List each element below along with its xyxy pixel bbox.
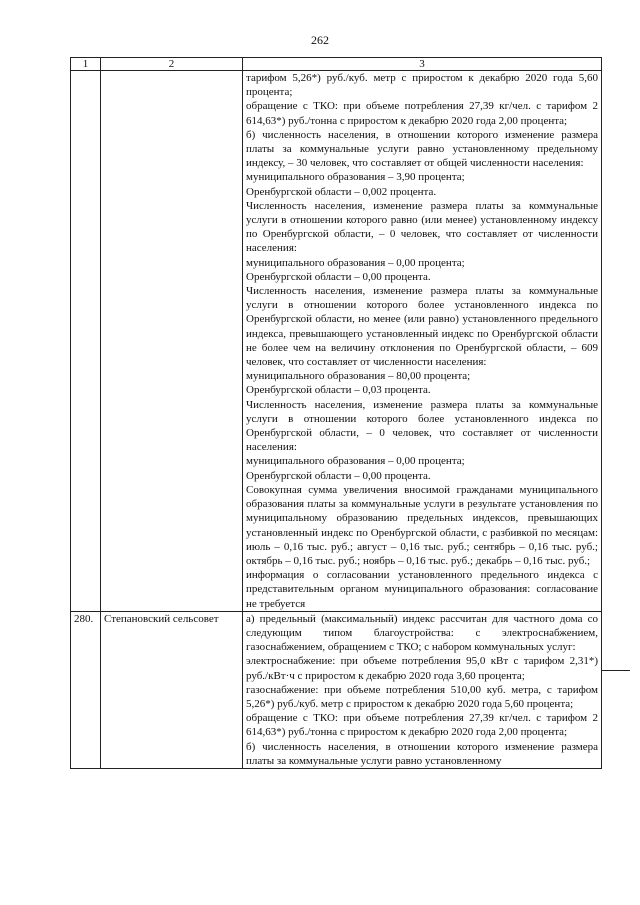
text-line: б) численность населения, в отношении которого изменение размера платы за коммунальные услуги равно установленному <box>246 740 598 767</box>
text-line: обращение с ТКО: при объеме потребления 27,39 кг/чел. с тарифом 2 614,63*) руб./тонна с приростом к декабрю 2020 года 2,00 процента; <box>246 712 598 739</box>
text-line: электроснабжение: при объеме потребления 95,0 кВт с тарифом 2,31*) руб./кВт·ч с приростом к декабрю 2020 года 3,60 процента; <box>246 655 598 682</box>
text-line: Оренбургской области – 0,03 процента. <box>246 384 431 397</box>
continuation-number-cell <box>71 71 101 612</box>
text-line: Оренбургской области – 0,00 процента. <box>246 469 431 482</box>
text-line: Совокупная сумма увеличения вносимой гражданами муниципального образования платы за коммунальные услуги в результате установления по муниципальному образованию предельных индексов, превышающих установленный индекс по Оренбургской области, с разбивкой по месяцам: июль – 0,16 тыс. руб.; август – 0,16 тыс. руб.; сентябрь – 0,16 тыс. руб.; октябрь – 0,16 тыс. руб.; ноябрь – 0,16 тыс. руб.; декабрь – 0,16 тыс. руб.; <box>246 483 598 567</box>
text-line: Численность населения, изменение размера платы за коммунальные услуги в отношении которого более установленного индекса по Оренбургской области, но менее (или равно) установленного предельного индекса, превышающего установленный индекс по Оренбургской области не более чем на величину отклонения по Оренбургской области, – 609 человек, что составляет от численности населения: <box>246 285 598 369</box>
continuation-name-cell <box>101 71 243 612</box>
text-line: Численность населения, изменение размера платы за коммунальные услуги в отношении которого более установленного индекса по Оренбургской области, – 0 человек, что составляет от численности населения: <box>246 398 598 454</box>
text-line: информация о согласовании установленного предельного индекса с представительным органом муниципального образования: согласование не требуется <box>246 569 598 610</box>
row-number: 280. <box>71 611 101 768</box>
text-line: муниципального образования – 80,00 процента; <box>246 370 471 383</box>
text-line: газоснабжение: при объеме потребления 510,00 куб. метра, с тарифом 5,26*) руб./куб. метр с приростом к декабрю 2020 года 5,60 процента; <box>246 683 598 710</box>
text-line: Оренбургской области – 0,00 процента. <box>246 270 431 283</box>
tariff-table <box>70 57 602 769</box>
table-row-280 <box>71 611 602 768</box>
text-line: а) предельный (максимальный) индекс рассчитан для частного дома со следующим типом благоустройства: с электроснабжением, газоснабжением, обращением с ТКО; с набором коммунальных услуг: <box>246 612 598 654</box>
header-col-2: 2 <box>101 58 243 71</box>
text-line: Численность населения, изменение размера платы за коммунальные услуги в отношении которого равно (или менее) установленному индексу по Оренбургской области, – 0 человек, что составляет от численности населения: <box>246 199 598 255</box>
header-col-1: 1 <box>71 58 101 71</box>
text-line: Оренбургской области – 0,002 процента. <box>246 185 437 198</box>
municipality-name: Степановский сельсовет <box>101 611 243 768</box>
margin-rule <box>602 670 630 671</box>
text-line: муниципального образования – 0,00 процента; <box>246 256 465 269</box>
page-number: 262 <box>311 33 329 47</box>
header-col-3: 3 <box>243 58 602 71</box>
continuation-row <box>71 71 602 612</box>
text-line: муниципального образования – 3,90 процента; <box>246 171 465 184</box>
text-line: б) численность населения, в отношении которого изменение размера платы за коммунальные услуги равно установленному предельному индексу, – 30 человек, что составляет от общей численности населения: <box>246 128 598 170</box>
row-280-text-cell <box>243 611 602 768</box>
continuation-text-cell <box>243 71 602 612</box>
table-header-row <box>71 58 602 71</box>
text-line: обращение с ТКО: при объеме потребления 27,39 кг/чел. с тарифом 2 614,63*) руб./тонна с приростом к декабрю 2020 года 2,00 процента; <box>246 100 598 127</box>
text-line: тарифом 5,26*) руб./куб. метр с приростом к декабрю 2020 года 5,60 процента; <box>246 72 598 99</box>
text-line: муниципального образования – 0,00 процента; <box>246 455 465 468</box>
